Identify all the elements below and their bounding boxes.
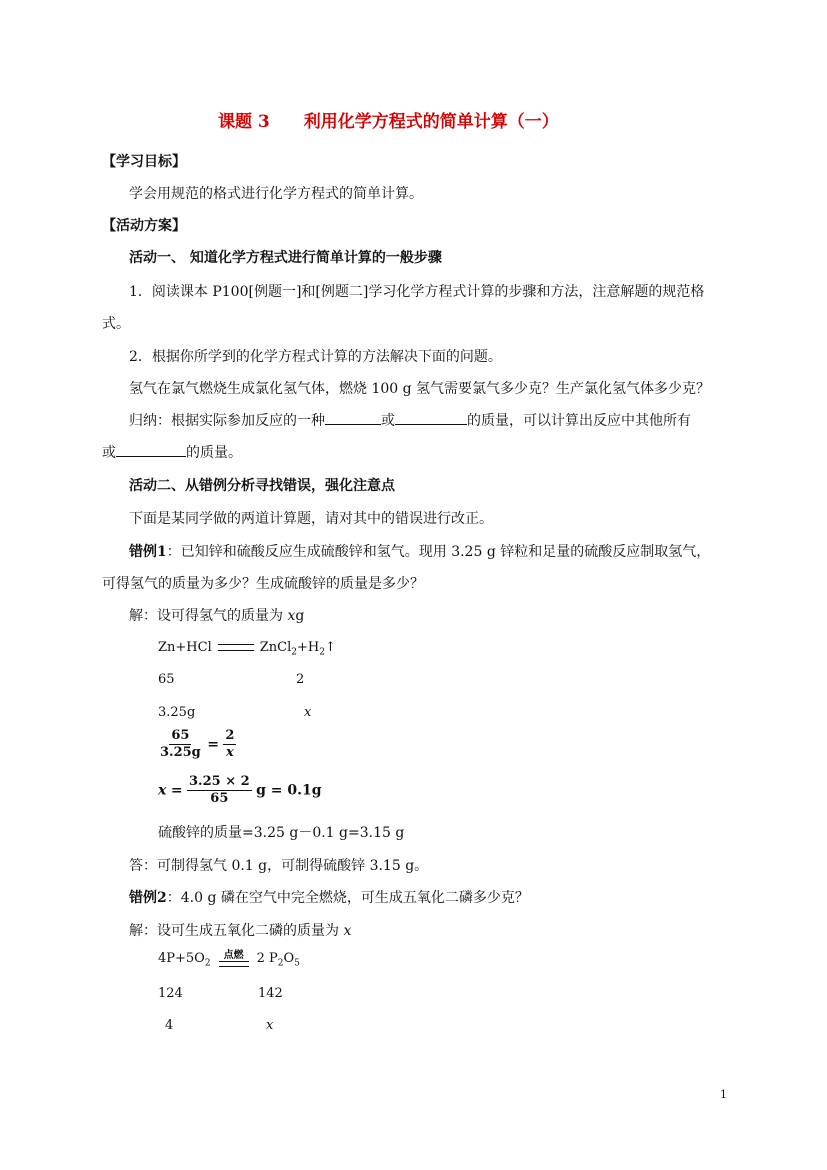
calc-equals: = <box>170 782 183 799</box>
activity1-summary-line1 <box>129 410 691 430</box>
summary-text-c: 的质量，可以计算出反应中其他所有 <box>467 413 691 429</box>
example1-proportion <box>158 728 236 761</box>
equation-right-a: 2 P <box>256 951 278 966</box>
fraction-denominator: 65 <box>210 791 229 806</box>
solution-unit: g <box>295 608 305 624</box>
activity1-problem: 氢气在氯气燃烧生成氯化氢气体，燃烧 100 g 氢气需要氯气多少克？生产氯化氢气体多少克？ <box>129 381 711 397</box>
objectives-text: 学会用规范的格式进行化学方程式的简单计算。 <box>129 186 423 202</box>
example1-label: 错例1 <box>129 544 167 560</box>
equation-equals-sign <box>219 961 249 967</box>
activity2-intro: 下面是某同学做的两道计算题，请对其中的错误进行改正。 <box>129 511 493 527</box>
example2-text <box>129 887 529 907</box>
fraction-numerator: 3.25 × 2 <box>189 774 250 789</box>
summary-text-e: 的质量。 <box>186 445 242 461</box>
example1-text-line2: 可得氢气的质量为多少？生成硫酸锌的质量是多少？ <box>102 576 424 592</box>
solution-text: 解：设可生成五氧化二磷的质量为 <box>129 923 344 939</box>
equation-equals-sign <box>218 644 254 651</box>
activity1-summary-line2 <box>102 442 242 462</box>
example1-answer: 答：可制得氢气 0.1 g，可制得硫酸锌 3.15 g。 <box>129 858 429 874</box>
activity1-item2: 2．根据你所学到的化学方程式计算的方法解决下面的问题。 <box>129 349 502 365</box>
example1-calculation <box>158 774 322 807</box>
proportion-equals: = <box>207 736 219 753</box>
example2-problem: ：4.0 g 磷在空气中完全燃烧，可生成五氧化二磷多少克？ <box>166 890 529 906</box>
summary-text-d: 或 <box>102 445 116 461</box>
example2-label: 错例2 <box>129 890 167 906</box>
equation-sub-2: 2 <box>319 647 325 658</box>
solution-text: 解：设可得氢气的质量为 <box>129 608 288 624</box>
equation-sub-left: 2 <box>204 958 211 969</box>
page-number: 1 <box>720 1088 727 1101</box>
solution-variable: x <box>287 608 296 624</box>
condition-label: 点燃 <box>223 950 244 961</box>
activity2-heading: 活动二、从错例分析寻找错误，强化注意点 <box>129 478 395 494</box>
fill-blank-3[interactable] <box>116 444 186 457</box>
example2-equation <box>158 950 300 969</box>
example1-equation <box>158 640 336 658</box>
equation-sub-1: 2 <box>277 958 284 969</box>
example1-mass-b: 2 <box>296 672 305 687</box>
equation-left: Zn+HCl <box>158 640 212 655</box>
example1-given-b: x <box>304 705 312 720</box>
fraction-numerator: 2 <box>225 728 235 743</box>
activity1-heading: 活动一、 知道化学方程式进行简单计算的一般步骤 <box>129 250 442 266</box>
fraction-denominator: 3.25g <box>160 745 201 760</box>
calc-fraction <box>187 774 252 807</box>
gas-arrow-icon: ↑ <box>324 640 336 655</box>
example2-mass-a: 124 <box>158 986 183 1001</box>
page-title <box>218 107 559 132</box>
equation-right-b: O <box>283 951 295 966</box>
solution-variable: x <box>343 923 352 939</box>
example1-text: ：已知锌和硫酸反应生成硫酸锌和氢气。现用 3.25 g 锌粒和足量的硫酸反应制取氢气， <box>166 544 711 560</box>
equation-left: 4P+5O <box>158 951 205 966</box>
example1-mass-a: 65 <box>158 672 175 687</box>
equation-sub-2: 5 <box>294 958 300 969</box>
example2-given-a: 4 <box>165 1018 174 1033</box>
proportion-fraction-2 <box>223 728 236 761</box>
example2-solution <box>129 920 351 940</box>
proportion-fraction-1 <box>158 728 203 761</box>
objectives-heading: 【学习目标】 <box>102 154 186 170</box>
ignition-condition <box>219 950 249 967</box>
fraction-numerator: 65 <box>171 728 190 743</box>
example1-text-line1 <box>129 541 710 561</box>
calc-variable: x <box>158 782 167 799</box>
title-text: 利用化学方程式的简单计算（一） <box>303 112 559 132</box>
example1-solution <box>129 605 304 625</box>
example1-znso4: 硫酸锌的质量=3.25 g－0.1 g=3.15 g <box>158 825 405 841</box>
title-number: 课题 3 <box>218 112 270 132</box>
activity1-item1-line1: 1．阅读课本 P100[例题一]和[例题二]学习化学方程式计算的步骤和方法，注意解题的规范格 <box>129 284 705 300</box>
example1-given-a: 3.25g <box>158 705 196 720</box>
fraction-denominator: x <box>226 745 234 760</box>
fill-blank-1[interactable] <box>325 412 381 425</box>
activity1-item1-line2: 式。 <box>102 316 130 332</box>
plan-heading: 【活动方案】 <box>102 218 186 234</box>
equation-right-a: ZnCl <box>259 640 292 655</box>
equation-sub-1: 2 <box>291 647 297 658</box>
summary-text-b: 或 <box>381 413 395 429</box>
calc-result: g = 0.1g <box>256 782 322 799</box>
example2-given-b: x <box>266 1018 274 1033</box>
equation-right-b: +H <box>297 640 320 655</box>
example2-mass-b: 142 <box>258 986 283 1001</box>
fill-blank-2[interactable] <box>395 412 467 425</box>
summary-text-a: 归纳：根据实际参加反应的一种 <box>129 413 325 429</box>
